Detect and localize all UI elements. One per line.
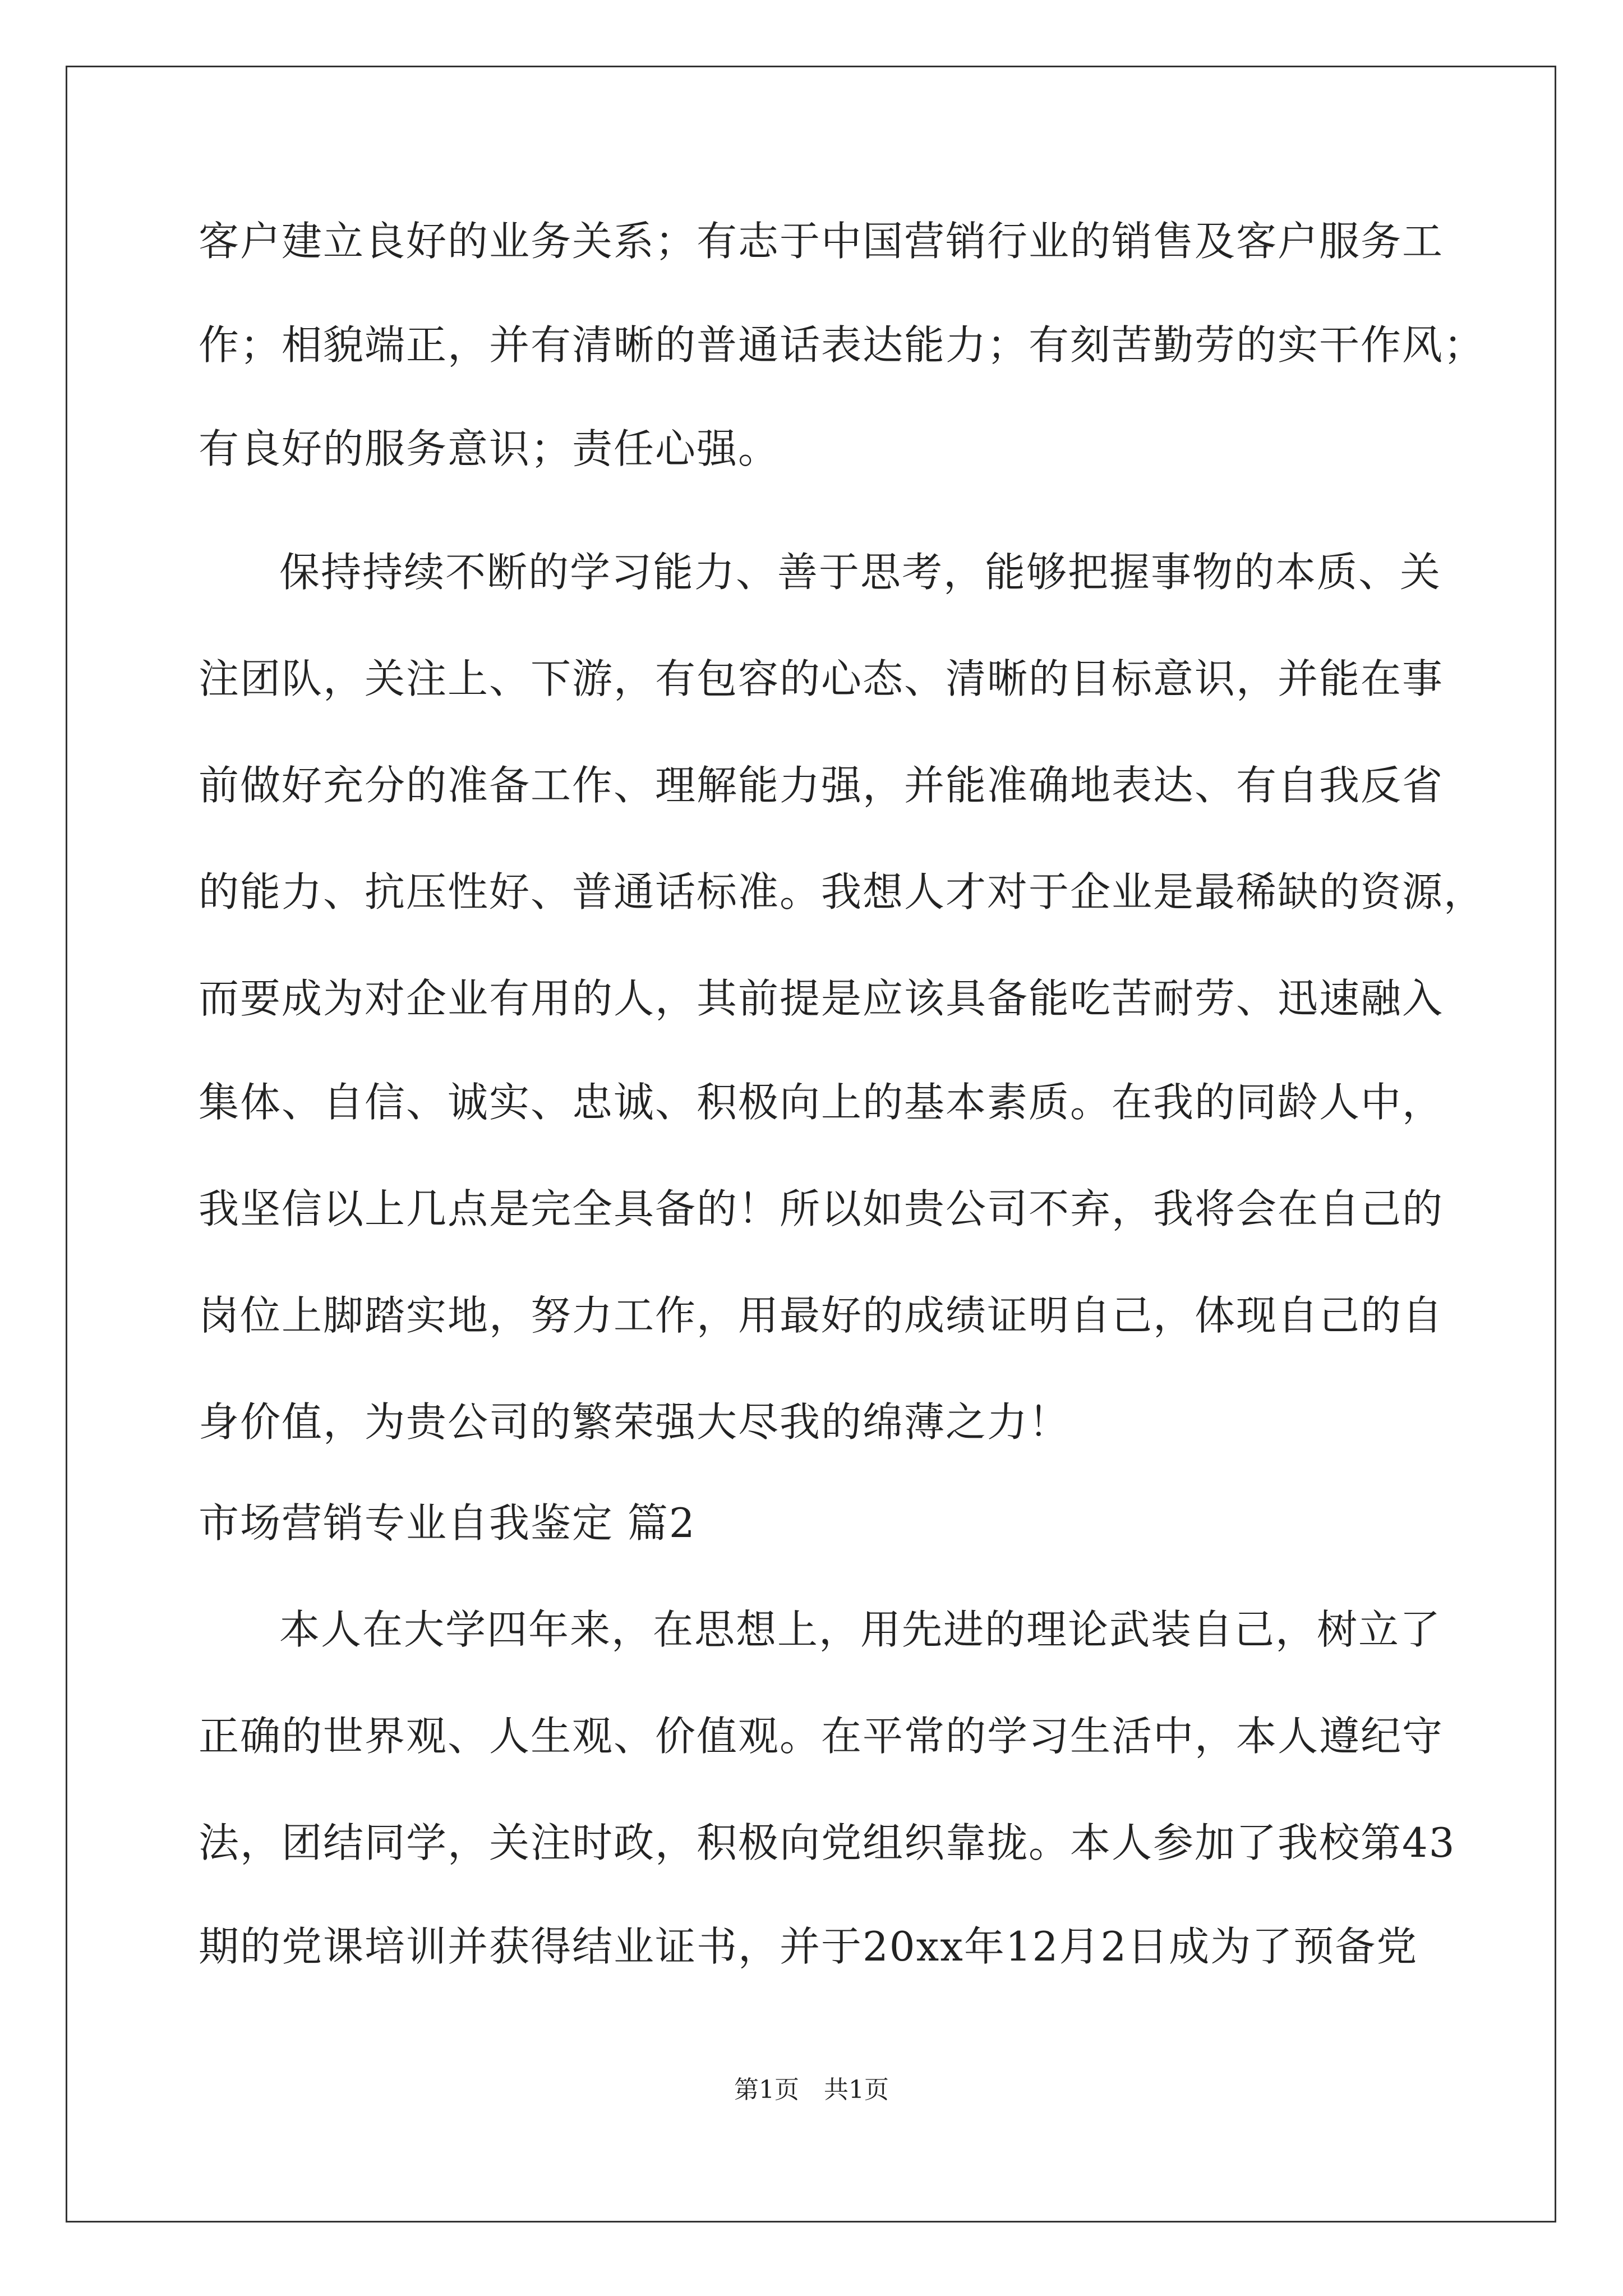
paragraph-2-line-3: 前做好充分的准备工作、理解能力强，并能准确地表达、有自我反省: [199, 762, 1444, 809]
paragraph-2-line-1: 保持持续不断的学习能力、善于思考，能够把握事物的本质、关: [279, 549, 1442, 596]
section-heading: 市场营销专业自我鉴定 篇2: [199, 1499, 696, 1547]
page-border: [66, 66, 1556, 2223]
paragraph-3-line-1: 本人在大学四年来，在思想上，用先进的理论武装自己，树立了: [279, 1606, 1442, 1653]
paragraph-2-line-9: 身价值，为贵公司的繁荣强大尽我的绵薄之力！: [199, 1398, 1071, 1446]
paragraph-1-line-3: 有良好的服务意识；责任心强。: [199, 425, 780, 472]
paragraph-2-line-5: 而要成为对企业有用的人，其前提是应该具备能吃苦耐劳、迅速融入: [199, 975, 1444, 1022]
paragraph-3-line-3: 法，团结同学，关注时政，积极向党组织靠拢。本人参加了我校第43: [199, 1819, 1456, 1866]
paragraph-1-line-2: 作；相貌端正，并有清晰的普通话表达能力；有刻苦勤劳的实干作风；: [199, 321, 1486, 369]
paragraph-2-line-4: 的能力、抗压性好、普通话标准。我想人才对于企业是最稀缺的资源，: [199, 868, 1486, 915]
paragraph-2-line-2: 注团队，关注上、下游，有包容的心态、清晰的目标意识，并能在事: [199, 655, 1444, 702]
paragraph-2-line-6: 集体、自信、诚实、忠诚、积极向上的基本素质。在我的同龄人中，: [199, 1079, 1444, 1126]
page-number-footer: 第1页 共1页: [734, 2076, 889, 2104]
paragraph-1-line-1: 客户建立良好的业务关系；有志于中国营销行业的销售及客户服务工: [199, 218, 1444, 265]
paragraph-3-line-4: 期的党课培训并获得结业证书，并于20xx年12月2日成为了预备党: [199, 1923, 1418, 1970]
paragraph-2-line-8: 岗位上脚踏实地，努力工作，用最好的成绩证明自己，体现自己的自: [199, 1292, 1444, 1339]
paragraph-2-line-7: 我坚信以上几点是完全具备的！所以如贵公司不弃，我将会在自己的: [199, 1185, 1444, 1232]
paragraph-3-line-2: 正确的世界观、人生观、价值观。在平常的学习生活中，本人遵纪守: [199, 1713, 1444, 1760]
